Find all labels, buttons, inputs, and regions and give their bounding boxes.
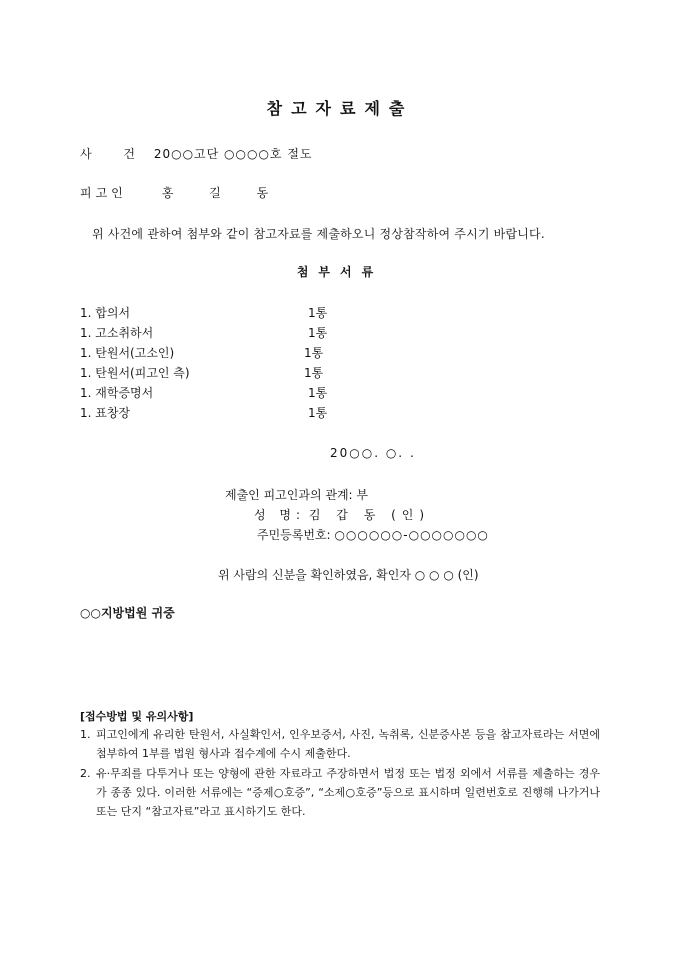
court-name: ○○지방법원 귀중 bbox=[80, 606, 175, 620]
document-title: 참고자료제출 bbox=[266, 99, 414, 118]
note-text: 유·무죄를 다투거나 또는 양형에 관한 자료라고 주장하면서 법정 또는 법정 외에서 서류를 제출하는 경우가 종종 있다. 이러한 서류에는 “증제○호증”, “소제○호증”등으로 표시하며 일련번호로 진행해 나가거나 또는 단지 “참고자료”라고 표시하기도 한다. bbox=[96, 767, 600, 818]
defendant-value: 홍 길 동 bbox=[161, 186, 285, 200]
verification: 위 사람의 신분을 확인하였음, 확인자 ○ ○ ○ (인) bbox=[218, 568, 479, 582]
submitter-name: 김 갑 동 (인) bbox=[308, 508, 431, 522]
submitter-name-row bbox=[254, 506, 430, 523]
note-text: 피고인에게 유리한 탄원서, 사실확인서, 인우보증서, 사진, 녹취록, 신분증사본 등을 참고자료라는 서면에 첨부하여 1부를 법원 형사과 접수계에 수시 제출한다. bbox=[96, 728, 600, 760]
attachment-count: 1통 bbox=[308, 326, 328, 340]
submitter-name-label: 성 명: bbox=[254, 508, 306, 522]
attachment-name: 1. 고소취하서 bbox=[80, 326, 154, 340]
attachment-count: 1통 bbox=[304, 366, 324, 380]
submitter-id-label: 주민등록번호: bbox=[257, 528, 331, 542]
case-label: 사 건 bbox=[80, 147, 149, 161]
submitter-id-row bbox=[257, 526, 489, 543]
statement: 위 사건에 관하여 첨부와 같이 참고자료를 제출하오니 정상참작하여 주시기 바랍니다. bbox=[92, 227, 545, 241]
submitter-relation: 제출인 피고인과의 관계: 부 bbox=[225, 488, 368, 502]
attachment-name: 1. 탄원서(피고인 측) bbox=[80, 366, 190, 380]
defendant-label: 피고인 bbox=[80, 186, 127, 200]
notes-heading: [접수방법 및 유의사항] bbox=[80, 710, 194, 723]
attachment-count: 1통 bbox=[308, 386, 328, 400]
submitter-id-value: ○○○○○○-○○○○○○○ bbox=[334, 528, 489, 542]
document-date: 20○○. ○. . bbox=[330, 446, 416, 460]
attachment-count: 1통 bbox=[308, 306, 328, 320]
note-item bbox=[80, 725, 600, 763]
attachment-name: 1. 합의서 bbox=[80, 306, 131, 320]
note-number: 2. bbox=[80, 767, 91, 780]
case-value: 20○○고단 ○○○○호 절도 bbox=[153, 147, 313, 161]
attachment-name: 1. 탄원서(고소인) bbox=[80, 346, 175, 360]
attachment-name: 1. 재학증명서 bbox=[80, 386, 154, 400]
case-row bbox=[80, 145, 313, 162]
attachment-count: 1통 bbox=[308, 406, 328, 420]
attachment-count: 1통 bbox=[304, 346, 324, 360]
attachment-name: 1. 표창장 bbox=[80, 406, 131, 420]
attachments-heading: 첨부서류 bbox=[296, 265, 384, 279]
defendant-row bbox=[80, 184, 284, 201]
note-item bbox=[80, 764, 600, 821]
note-number: 1. bbox=[80, 728, 91, 741]
